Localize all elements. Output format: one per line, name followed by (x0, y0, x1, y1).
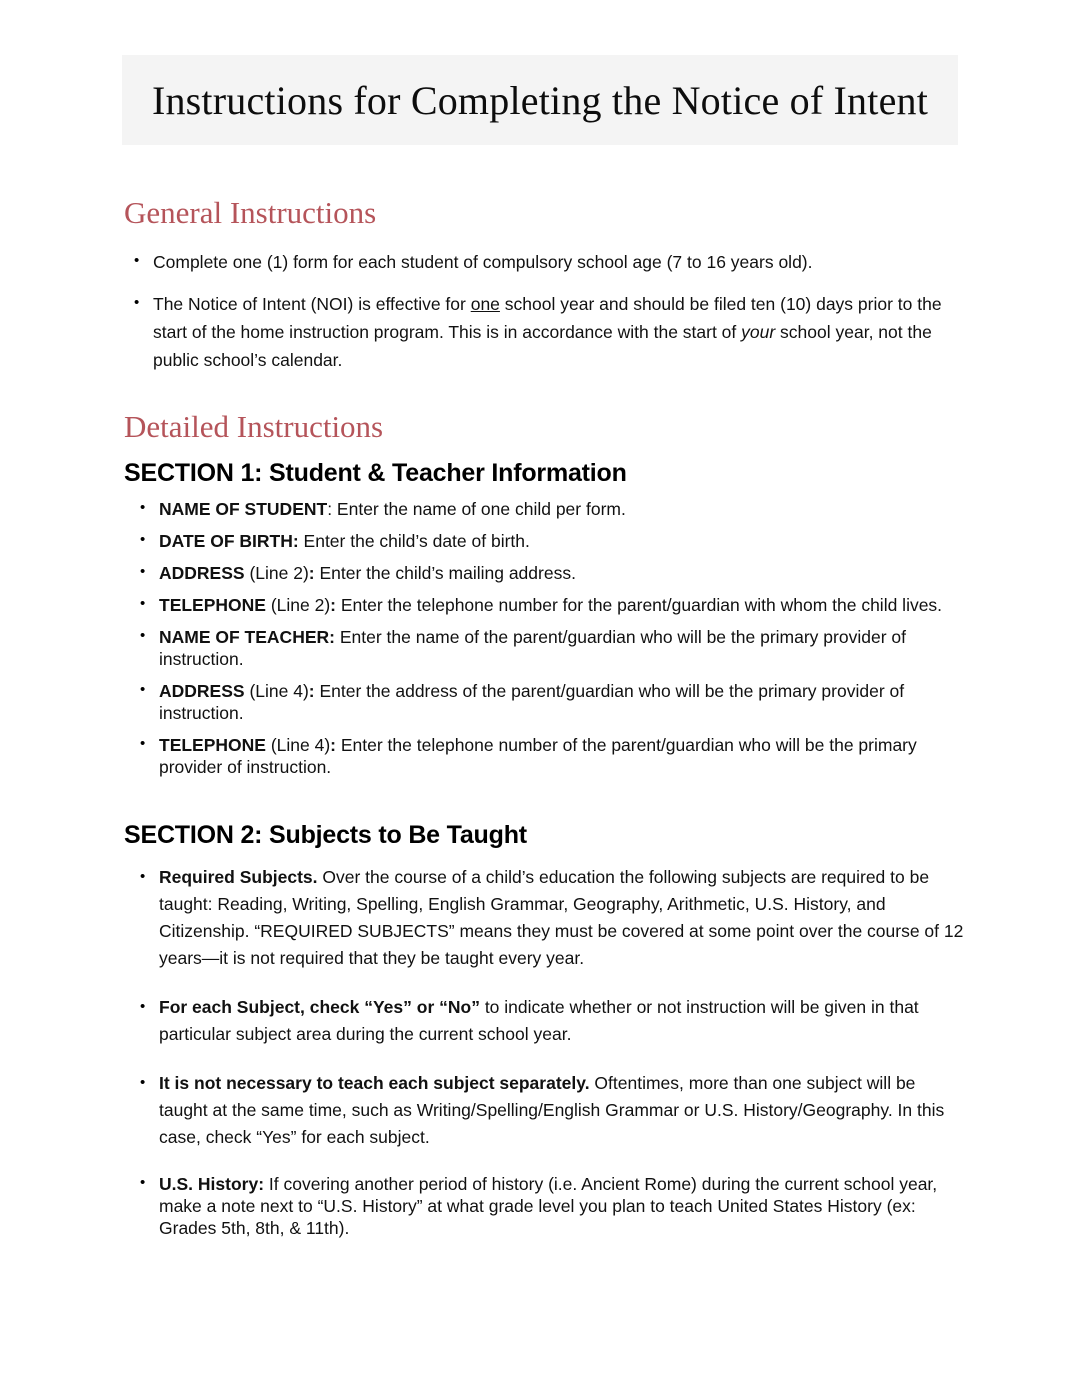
text-run: NAME OF TEACHER: (159, 627, 335, 648)
text-run: If covering another period of history (i.e. Ancient Rome) during the current school year, make a note next to “U.S. History” at what grade level you plan to teach United States History (ex: Grades 5th, 8th, & 11th). (159, 1174, 938, 1239)
text-run: Enter the child’s date of birth. (298, 531, 530, 552)
document-title-band (122, 55, 958, 145)
section-1-list (132, 498, 964, 778)
text-run: : (308, 563, 315, 584)
page-title: Instructions for Completing the Notice of Intent (151, 77, 929, 123)
text-run: Enter the telephone number of the parent/guardian who will be the primary provider of instruction. (159, 735, 917, 778)
text-run: (Line 4) (265, 735, 331, 756)
text-run: : Enter the name of one child per form. (327, 499, 626, 520)
text-run: U.S. History: (159, 1174, 265, 1195)
text-run: The Notice of Intent (NOI) is effective for (153, 294, 471, 315)
list-item (132, 562, 964, 584)
list-item (132, 626, 964, 670)
list-item (132, 594, 964, 616)
text-run: Complete one (1) form for each student of compulsory school age (7 to 16 years old). (153, 252, 813, 273)
text-run: For each Subject, check “Yes” or “No” (159, 997, 480, 1018)
text-run: TELEPHONE (159, 595, 266, 616)
list-item (132, 734, 964, 778)
text-run: Oftentimes, more than one subject will be taught at the same time, such as Writing/Spelling/English Grammar or U.S. History/Geography. In this case, check “Yes” for each subject. (159, 1073, 945, 1148)
text-run: to indicate whether or not instruction will be given in that particular subject area during the current school year. (159, 997, 919, 1045)
list-item (132, 864, 964, 972)
text-run: (Line 2) (244, 563, 309, 584)
text-run: NAME OF STUDENT (159, 499, 328, 520)
heading-general-instructions: General Instructions (124, 195, 377, 230)
text-run: : (330, 735, 336, 756)
text-run: one (470, 294, 500, 315)
text-run: school year and should be filed ten (10) days prior to the start of the home instruction program. This is in accordance with the start of (153, 294, 942, 343)
heading-detailed-instructions: Detailed Instructions (124, 409, 384, 445)
text-run: Required Subjects. (159, 867, 318, 888)
text-run: (Line 4) (244, 681, 309, 702)
text-run: It is not necessary to teach each subject separately. (159, 1073, 590, 1094)
text-run: DATE OF BIRTH: (159, 531, 299, 552)
text-run: : (330, 595, 336, 616)
text-run: ADDRESS (159, 563, 245, 584)
text-run: Enter the name of the parent/guardian who will be the primary provider of instruction. (159, 627, 906, 670)
list-item (132, 1173, 964, 1239)
list-item (126, 248, 964, 276)
text-run: your (741, 322, 776, 343)
list-item (132, 530, 964, 552)
section-2-list (132, 864, 964, 1239)
document-body (124, 196, 964, 1239)
text-run: (Line 2) (265, 595, 331, 616)
text-run: : (308, 681, 315, 702)
general-instructions-list (126, 248, 964, 374)
text-run: Enter the address of the parent/guardian who will be the primary provider of instruction. (159, 681, 905, 724)
list-item (132, 994, 964, 1048)
list-item (132, 498, 964, 520)
list-item (132, 1070, 964, 1151)
text-run: Over the course of a child’s education the following subjects are required to be taught: Reading, Writing, Spelling, English Grammar, Geography, Arithmetic, U.S. History, and Citizenship. “REQUIRED SUBJECTS” means they must be covered at some point over the course of 12 years—it is not required that they be taught every year. (159, 867, 964, 969)
list-item (132, 680, 964, 724)
text-run: school year, not the public school’s calendar. (153, 322, 932, 371)
text-run: Enter the child’s mailing address. (314, 563, 576, 584)
text-run: TELEPHONE (159, 735, 266, 756)
heading-section-2: SECTION 2: Subjects to Be Taught (124, 821, 527, 850)
text-run: Enter the telephone number for the parent/guardian with whom the child lives. (336, 595, 943, 616)
text-run: ADDRESS (159, 681, 245, 702)
list-item (126, 290, 964, 374)
heading-section-1: SECTION 1: Student & Teacher Information (124, 459, 627, 488)
